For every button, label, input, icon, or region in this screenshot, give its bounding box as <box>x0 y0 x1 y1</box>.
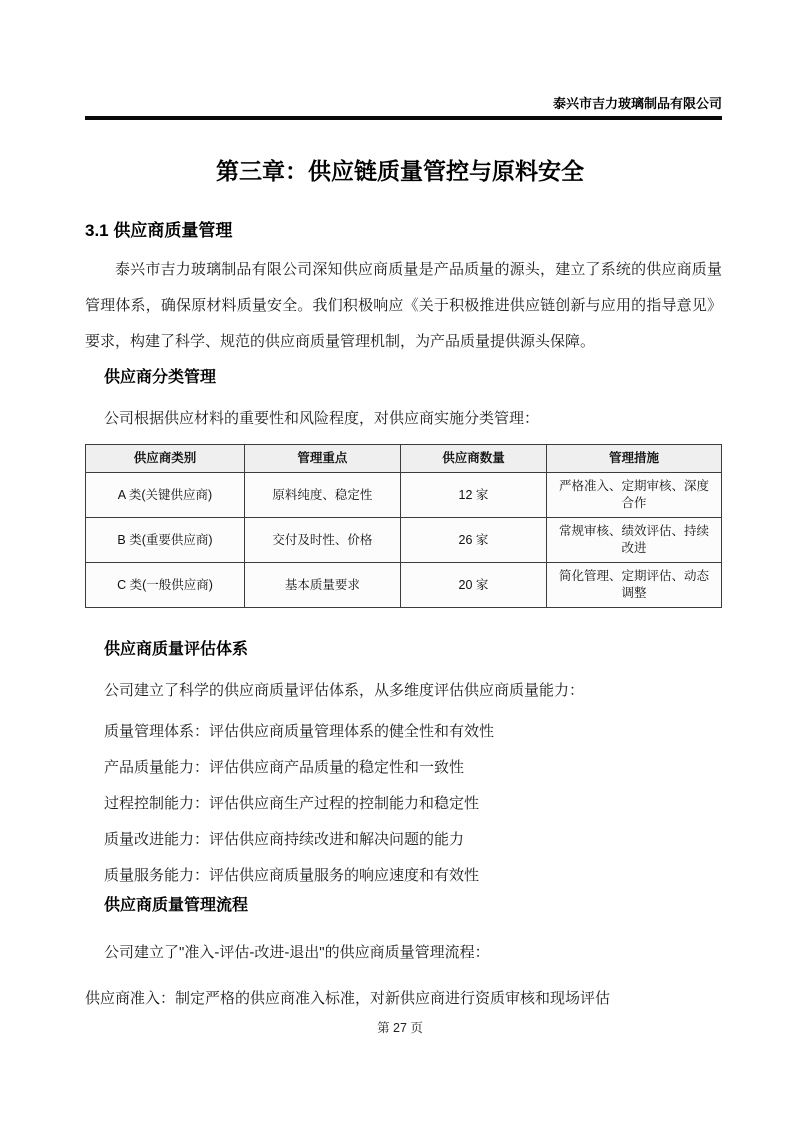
cell-measures-a: 严格准入、定期审核、深度合作 <box>547 473 722 518</box>
evaluation-dimension-list <box>104 714 722 894</box>
cell-count-a: 12 家 <box>400 473 546 518</box>
cell-focus-a: 原料纯度、稳定性 <box>245 473 401 518</box>
cell-count-c: 20 家 <box>400 563 546 608</box>
process-first-step: 供应商准入：制定严格的供应商准入标准，对新供应商进行资质审核和现场评估 <box>85 990 611 1007</box>
table-header-row <box>86 445 722 473</box>
header-double-rule <box>85 116 722 120</box>
header-company-name: 泰兴市吉力玻璃制品有限公司 <box>552 96 722 111</box>
cell-measures-c: 简化管理、定期评估、动态调整 <box>547 563 722 608</box>
cell-focus-b: 交付及时性、价格 <box>245 518 401 563</box>
section-heading-3-1: 3.1 供应商质量管理 <box>85 221 233 240</box>
list-item: 产品质量能力：评估供应商产品质量的稳定性和一致性 <box>104 759 465 776</box>
list-item: 质量服务能力：评估供应商质量服务的响应速度和有效性 <box>104 867 480 884</box>
cell-category-b: B 类(重要供应商) <box>86 518 245 563</box>
page-number: 第 27 页 <box>377 1021 423 1035</box>
table-header-count: 供应商数量 <box>400 445 546 473</box>
cell-category-c: C 类(一般供应商) <box>86 563 245 608</box>
classification-paragraph: 公司根据供应材料的重要性和风险程度，对供应商实施分类管理： <box>104 410 540 427</box>
process-paragraph: 公司建立了"准入-评估-改进-退出"的供应商质量管理流程： <box>104 944 490 961</box>
subsection-heading-process: 供应商质量管理流程 <box>104 897 249 914</box>
chapter-title: 第三章：供应链质量管控与原料安全 <box>216 158 584 184</box>
cell-measures-b: 常规审核、绩效评估、持续改进 <box>547 518 722 563</box>
table-row <box>86 563 722 608</box>
section-intro-paragraph: 泰兴市吉力玻璃制品有限公司深知供应商质量是产品质量的源头，建立了系统的供应商质量管理体系，确保原材料质量安全。我们积极响应《关于积极推进供应链创新与应用的指导意见》要求，构建了科学、规范的供应商质量管理机制，为产品质量提供源头保障。 <box>85 261 722 350</box>
cell-count-b: 26 家 <box>400 518 546 563</box>
table-row <box>86 473 722 518</box>
subsection-heading-evaluation: 供应商质量评估体系 <box>104 641 249 658</box>
supplier-classification-table <box>85 444 722 608</box>
list-item: 质量改进能力：评估供应商持续改进和解决问题的能力 <box>104 831 465 848</box>
table-header-category: 供应商类别 <box>86 445 245 473</box>
list-item: 过程控制能力：评估供应商生产过程的控制能力和稳定性 <box>104 795 480 812</box>
table-row <box>86 518 722 563</box>
list-item: 质量管理体系：评估供应商质量管理体系的健全性和有效性 <box>104 723 495 740</box>
cell-focus-c: 基本质量要求 <box>245 563 401 608</box>
subsection-heading-classification: 供应商分类管理 <box>104 369 217 386</box>
table-header-measures: 管理措施 <box>547 445 722 473</box>
table-header-focus: 管理重点 <box>245 445 401 473</box>
page-content <box>85 220 722 1008</box>
cell-category-a: A 类(关键供应商) <box>86 473 245 518</box>
evaluation-paragraph: 公司建立了科学的供应商质量评估体系，从多维度评估供应商质量能力： <box>104 682 585 699</box>
